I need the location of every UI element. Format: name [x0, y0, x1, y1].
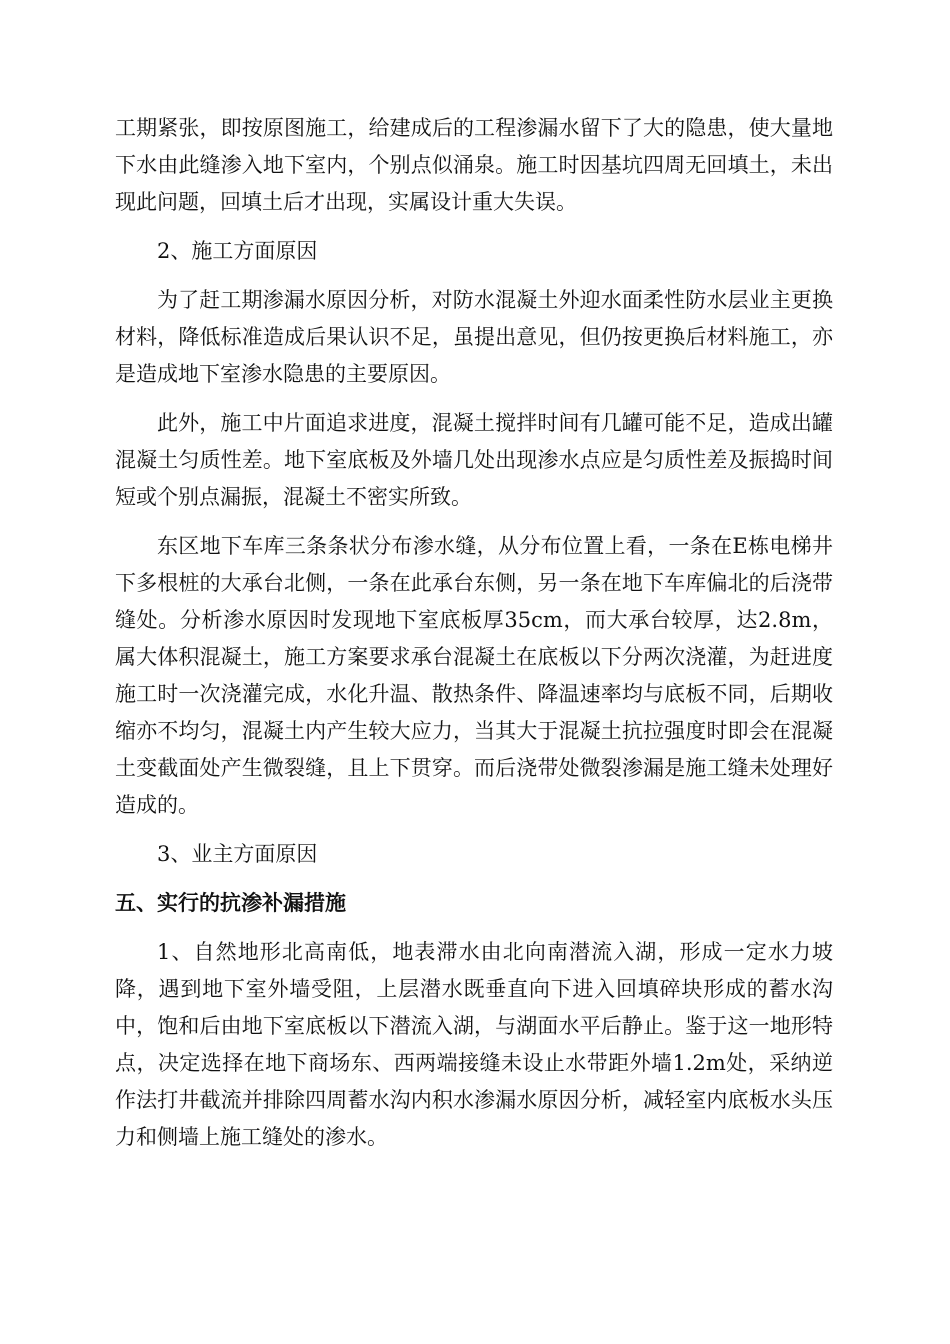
paragraph-terrain-measures: 1、自然地形北高南低，地表滞水由北向南潜流入湖，形成一定水力坡降，遇到地下室外墙受阻，上层潜水既垂直向下进入回填碎块形成的蓄水沟中，饱和后由地下室底板以下潜流入湖，与湖面水平后静止。鉴于这一地形特点，决定选择在地下商场东、西两端接缝未设止水带距外墙1.2m处，采纳逆作法打井截流并排除四周蓄水沟内积水渗漏水原因分析，减轻室内底板水头压力和侧墙上施工缝处的渗水。	[115, 940, 833, 1149]
subheading-construction-causes: 2、施工方面原因	[157, 239, 318, 263]
subheading-owner-causes: 3、业主方面原因	[157, 842, 318, 866]
paragraph-continuation: 工期紧张，即按原图施工，给建成后的工程渗漏水留下了大的隐患，使大量地下水由此缝渗入地下室内，个别点似涌泉。施工时因基坑四周无回填土，未出现此问题，回填土后才出现，实属设计重大失误。	[115, 116, 833, 214]
paragraph-material-change: 为了赶工期渗漏水原因分析，对防水混凝土外迎水面柔性防水层业主更换材料，降低标准造成后果认识不足，虽提出意见，但仍按更换后材料施工，亦是造成地下室渗水隐患的主要原因。	[115, 288, 833, 386]
section-heading-measures: 五、实行的抗渗补漏措施	[115, 891, 346, 915]
paragraph-mixing-time: 此外，施工中片面追求进度，混凝土搅拌时间有几罐可能不足，造成出罐混凝土匀质性差。地下室底板及外墙几处出现渗水点应是匀质性差及振捣时间短或个别点漏振，混凝土不密实所致。	[115, 411, 833, 509]
paragraph-east-garage-cracks: 东区地下车库三条条状分布渗水缝，从分布位置上看，一条在E栋电梯井下多根桩的大承台北侧，一条在此承台东侧，另一条在地下车库偏北的后浇带缝处。分析渗水原因时发现地下室底板厚35cm，而大承台较厚，达2.8m，属大体积混凝土，施工方案要求承台混凝土在底板以下分两次浇灌，为赶进度施工时一次浇灌完成，水化升温、散热条件、降温速率均与底板不同，后期收缩亦不均匀，混凝土内产生较大应力，当其大于混凝土抗拉强度时即会在混凝土变截面处产生微裂缝，且上下贯穿。而后浇带处微裂渗漏是施工缝未处理好造成的。	[115, 534, 833, 817]
document-page	[115, 110, 833, 1156]
